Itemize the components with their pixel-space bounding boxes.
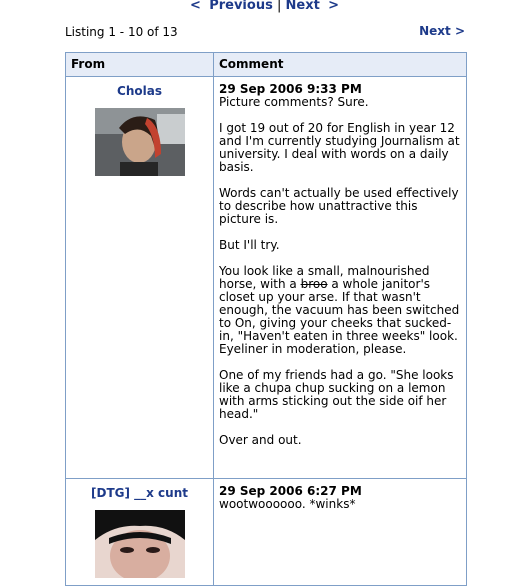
- comment-paragraph: Picture comments? Sure.: [219, 95, 369, 109]
- next-link[interactable]: Next: [285, 0, 320, 13]
- comment-author-cell: [66, 479, 214, 586]
- listing-count: Listing 1 - 10 of 13: [65, 25, 178, 39]
- previous-link[interactable]: Previous: [209, 0, 273, 13]
- table-row: [66, 77, 467, 479]
- next-page-link[interactable]: Next >: [419, 24, 465, 38]
- column-header-from: From: [66, 53, 214, 77]
- comments-table: [65, 52, 467, 586]
- nav-separator: |: [276, 0, 282, 13]
- prev-arrow[interactable]: <: [190, 0, 201, 13]
- comment-paragraph: I got 19 out of 20 for English in year 12 and I'm currently studying Journalism at university. I deal with words on a daily basis.: [219, 121, 460, 174]
- next-arrow[interactable]: >: [328, 0, 339, 13]
- comment-body-cell: [214, 77, 467, 479]
- comment-paragraph: [219, 265, 461, 356]
- comment-body-cell: [214, 479, 467, 586]
- comment-text: [219, 96, 461, 447]
- comment-text: wootwoooooo. *winks*: [219, 497, 356, 511]
- comment-date: 29 Sep 2006 9:33 PM: [219, 82, 362, 96]
- column-header-comment: Comment: [214, 53, 467, 77]
- table-header-row: [66, 53, 467, 77]
- comment-paragraph: One of my friends had a go. "She looks like a chupa chup sucking on a lemon with arms sticking out the side oif her head.": [219, 368, 454, 421]
- avatar[interactable]: [95, 108, 185, 176]
- comment-paragraph: Words can't actually be used effectively to describe how unattractive this picture is.: [219, 186, 459, 226]
- comment-text-fragment: You look like a small, malnourished horse, with a: [219, 264, 430, 291]
- comment-text-fragment: a whole janitor's closet up your arse. If that wasn't enough, the vacuum has been switched to On, giving your cheeks that sucked-in, "Haven't eaten in three weeks" look. Eyeliner in moderation, please.: [219, 277, 460, 356]
- username-link[interactable]: Cholas: [117, 84, 162, 98]
- struck-text: broo: [300, 277, 328, 291]
- pagination-top: [0, 0, 529, 14]
- table-row: [66, 479, 467, 586]
- comment-paragraph: Over and out.: [219, 433, 302, 447]
- avatar[interactable]: [95, 510, 185, 578]
- username-link[interactable]: [DTG] __x cunt: [91, 486, 188, 500]
- comment-date: 29 Sep 2006 6:27 PM: [219, 484, 362, 498]
- comment-paragraph: But I'll try.: [219, 238, 280, 252]
- comment-author-cell: [66, 77, 214, 479]
